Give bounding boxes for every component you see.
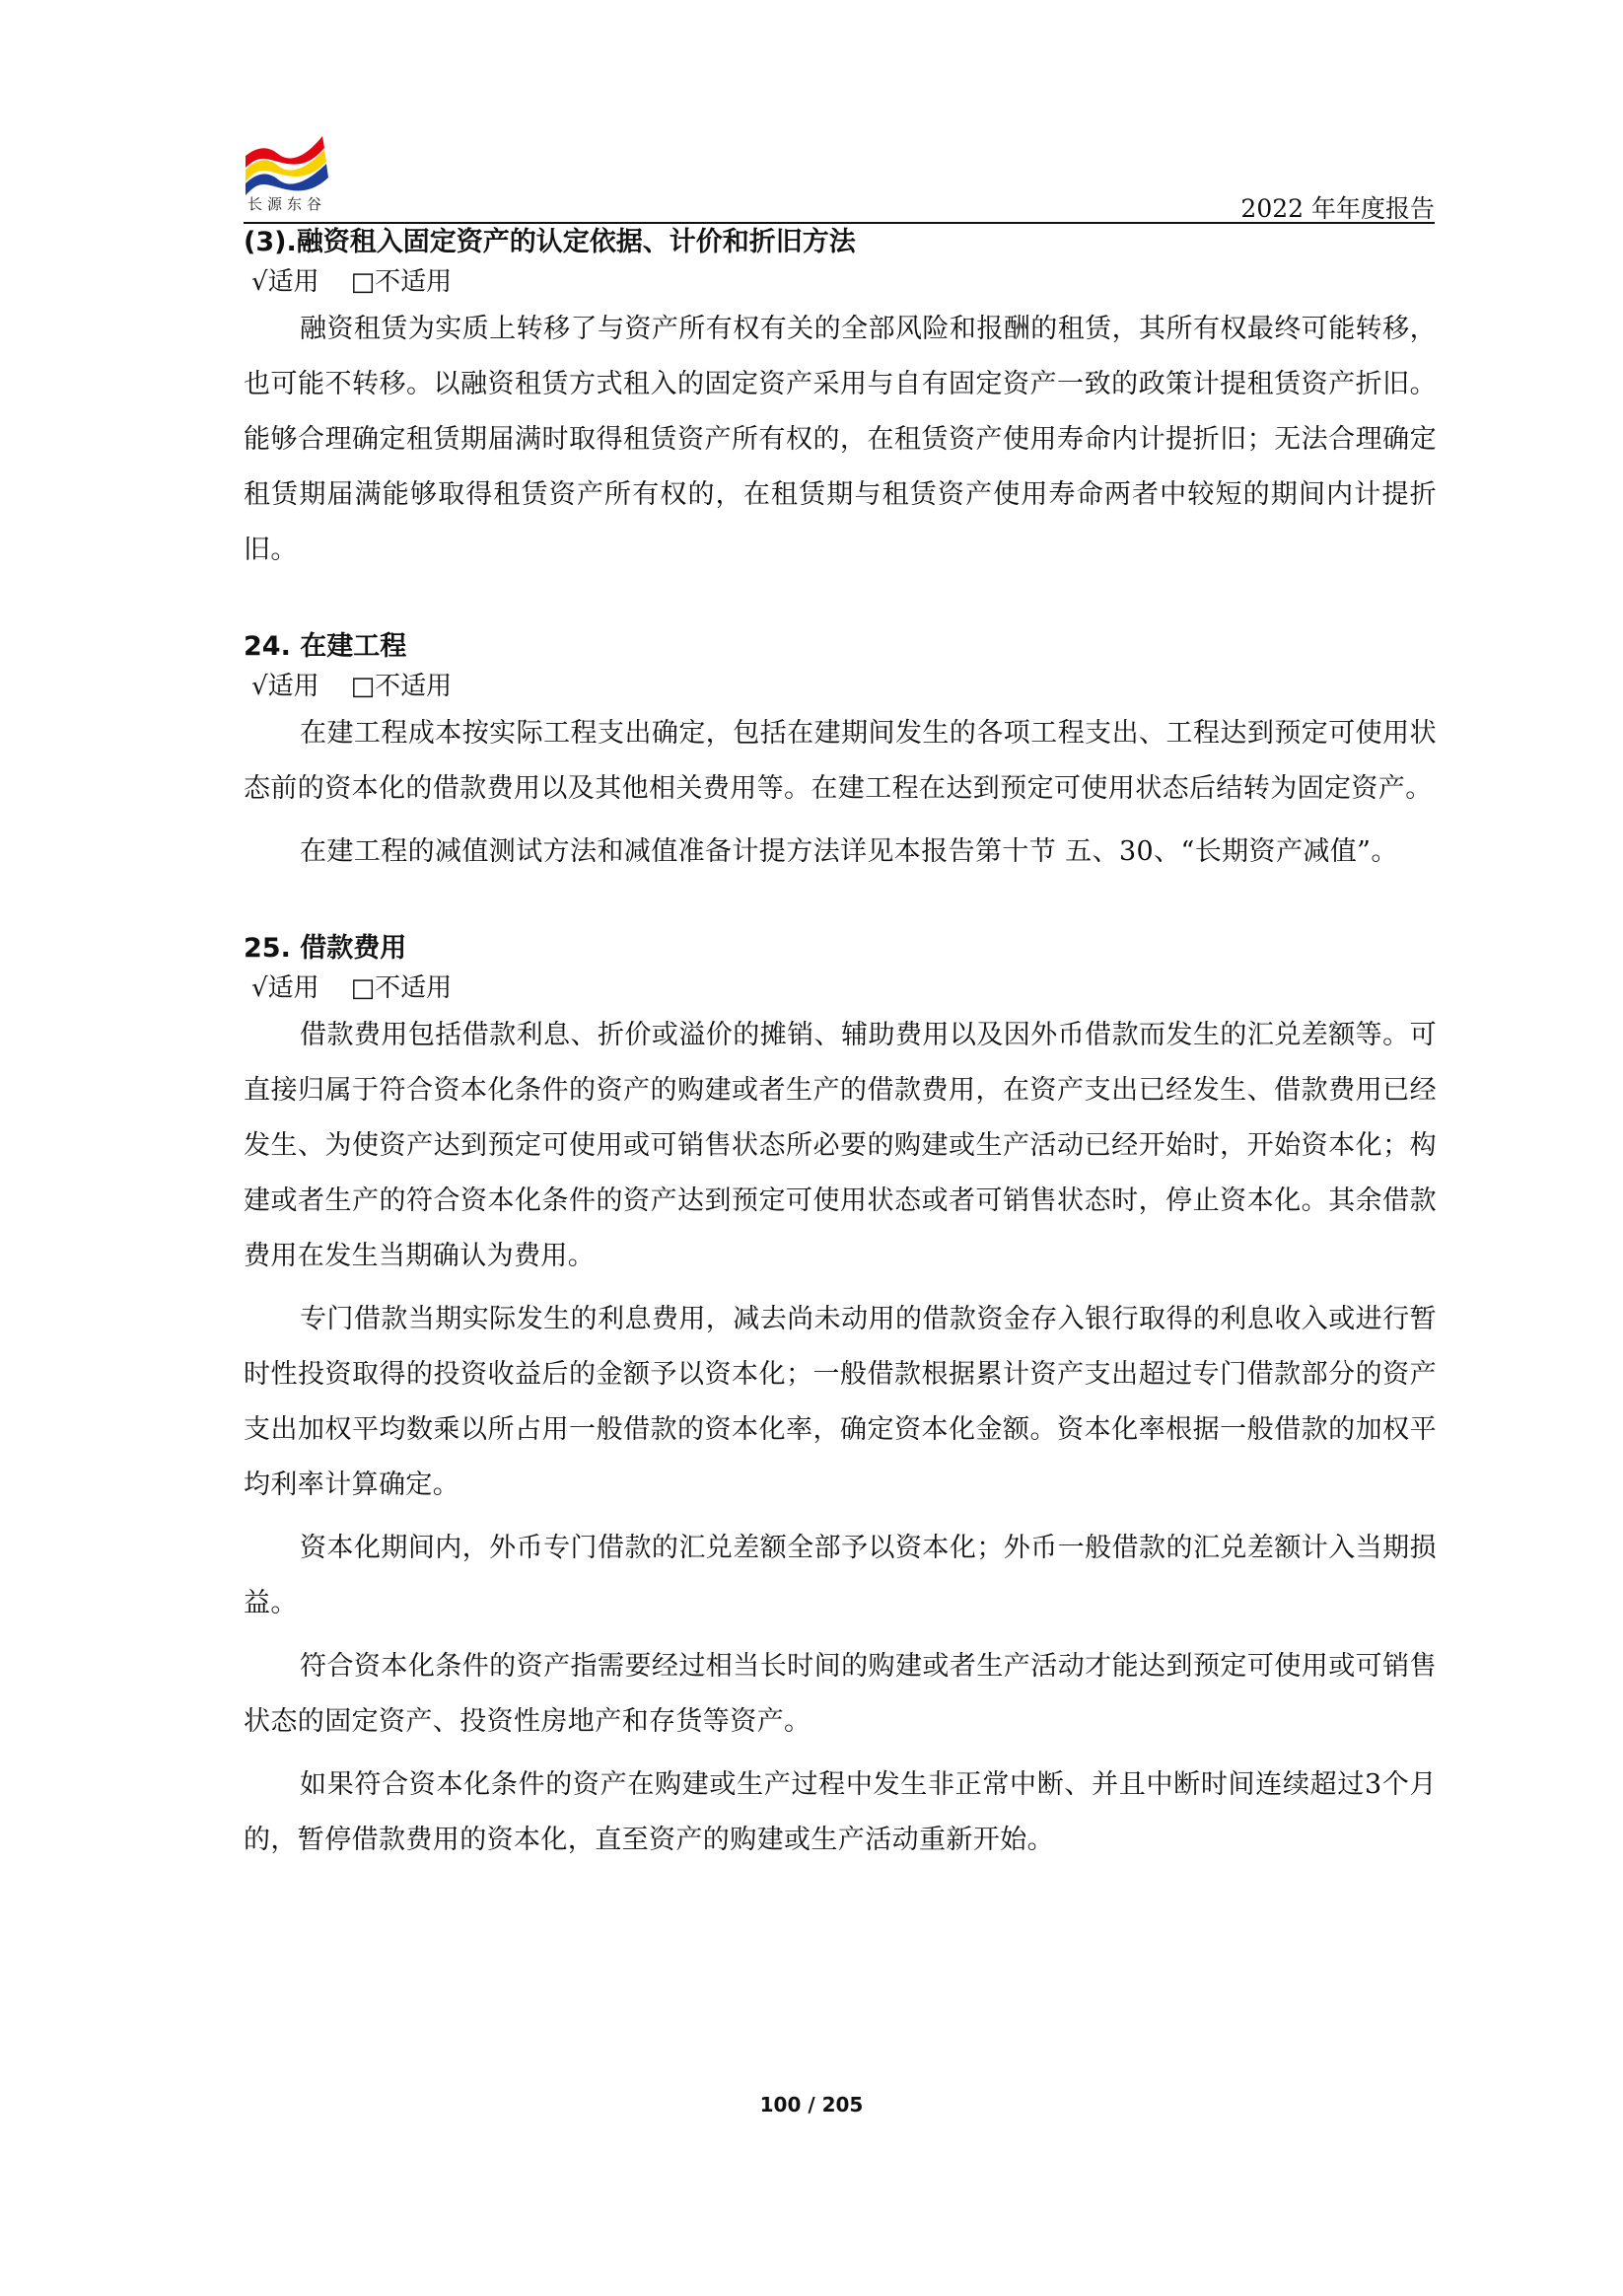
section-title-finance-lease: (3).融资租入固定资产的认定依据、计价和折旧方法	[244, 227, 856, 257]
not-applicable-unchecked: □不适用	[350, 973, 453, 1003]
page-header	[244, 126, 1435, 225]
page-number: 100 / 205	[759, 2093, 864, 2117]
not-applicable-unchecked: □不适用	[350, 267, 453, 297]
paragraph: 在建工程的减值测试方法和减值准备计提方法详见本报告第十节 五、30、“长期资产减值”。	[300, 836, 1398, 867]
paragraph: 如果符合资本化条件的资产在购建或生产过程中发生非正常中断、并且中断时间连续超过3个月的，暂停借款费用的资本化，直至资产的购建或生产活动重新开始。	[244, 1769, 1437, 1855]
section-title-borrowing-costs: 25. 借款费用	[244, 933, 407, 964]
paragraph: 在建工程成本按实际工程支出确定，包括在建期间发生的各项工程支出、工程达到预定可使用状态前的资本化的借款费用以及其他相关费用等。在建工程在达到预定可使用状态后结转为固定资产。	[244, 718, 1437, 804]
applicable-checked: √适用	[251, 672, 319, 701]
main-content	[244, 223, 1437, 1868]
logo-text: 长源东谷	[247, 195, 327, 213]
paragraph: 符合资本化条件的资产指需要经过相当长时间的购建或者生产活动才能达到预定可使用或可销售状态的固定资产、投资性房地产和存货等资产。	[244, 1651, 1437, 1737]
applicable-checked: √适用	[251, 973, 319, 1003]
section-title-construction-in-progress: 24. 在建工程	[244, 631, 407, 662]
paragraph: 资本化期间内，外币专门借款的汇兑差额全部予以资本化；外币一般借款的汇兑差额计入当期损益。	[244, 1533, 1437, 1618]
paragraph: 专门借款当期实际发生的利息费用，减去尚未动用的借款资金存入银行取得的利息收入或进行暂时性投资取得的投资收益后的金额予以资本化；一般借款根据累计资产支出超过专门借款部分的资产支出加权平均数乘以所占用一般借款的资本化率，确定资本化金额。资本化率根据一般借款的加权平均利率计算确定。	[244, 1304, 1437, 1500]
applicability-options	[244, 667, 1437, 706]
applicable-checked: √适用	[251, 267, 319, 297]
report-title: 2022 年年度报告	[1240, 194, 1435, 223]
not-applicable-unchecked: □不适用	[350, 672, 453, 701]
paragraph: 借款费用包括借款利息、折价或溢价的摊销、辅助费用以及因外币借款而发生的汇兑差额等。可直接归属于符合资本化条件的资产的购建或者生产的借款费用，在资产支出已经发生、借款费用已经发生、为使资产达到预定可使用或可销售状态所必要的购建或生产活动已经开始时，开始资本化；构建或者生产的符合资本化条件的资产达到预定可使用状态或者可销售状态时，停止资本化。其余借款费用在发生当期确认为费用。	[244, 1020, 1437, 1271]
applicability-options	[244, 969, 1437, 1008]
applicability-options	[244, 262, 1437, 302]
paragraph: 融资租赁为实质上转移了与资产所有权有关的全部风险和报酬的租赁，其所有权最终可能转移，也可能不转移。以融资租赁方式租入的固定资产采用与自有固定资产一致的政策计提租赁资产折旧。能够合理确定租赁期届满时取得租赁资产所有权的，在租赁资产使用寿命内计提折旧；无法合理确定租赁期届满能够取得租赁资产所有权的，在租赁期与租赁资产使用寿命两者中较短的期间内计提折旧。	[244, 314, 1437, 565]
